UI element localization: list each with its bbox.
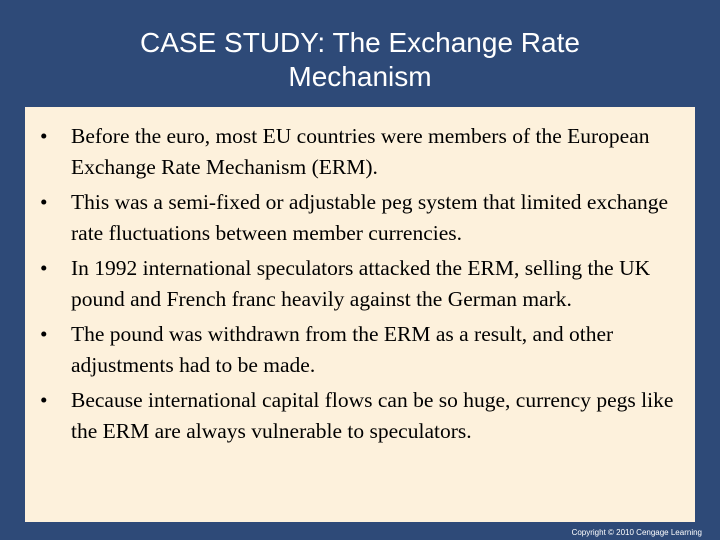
bullet-text: In 1992 international speculators attacked the ERM, selling the UK pound and French franc heavily against the German mark. (71, 256, 651, 311)
bullet-item (25, 319, 695, 381)
content-box (25, 107, 695, 522)
bullet-icon: • (40, 190, 48, 214)
bullet-list (25, 107, 695, 447)
bullet-item (25, 385, 695, 447)
bullet-icon: • (40, 322, 48, 346)
bullet-item (25, 187, 695, 249)
bullet-text: This was a semi-fixed or adjustable peg system that limited exchange rate fluctuations between member currencies. (71, 190, 669, 245)
bullet-item (25, 121, 695, 183)
slide-title-line-1: CASE STUDY: The Exchange Rate (140, 27, 580, 58)
copyright-notice: Copyright © 2010 Cengage Learning (571, 528, 702, 537)
bullet-text: Because international capital flows can be so huge, currency pegs like the ERM are always vulnerable to speculators. (71, 388, 674, 443)
bullet-icon: • (40, 388, 48, 412)
bullet-icon: • (40, 256, 48, 280)
slide-title (40, 26, 680, 94)
bullet-text: Before the euro, most EU countries were members of the European Exchange Rate Mechanism (ERM). (71, 124, 650, 179)
bullet-icon: • (40, 124, 48, 148)
bullet-text: The pound was withdrawn from the ERM as a result, and other adjustments had to be made. (71, 322, 614, 377)
slide-title-line-2: Mechanism (288, 61, 432, 92)
bullet-item (25, 253, 695, 315)
